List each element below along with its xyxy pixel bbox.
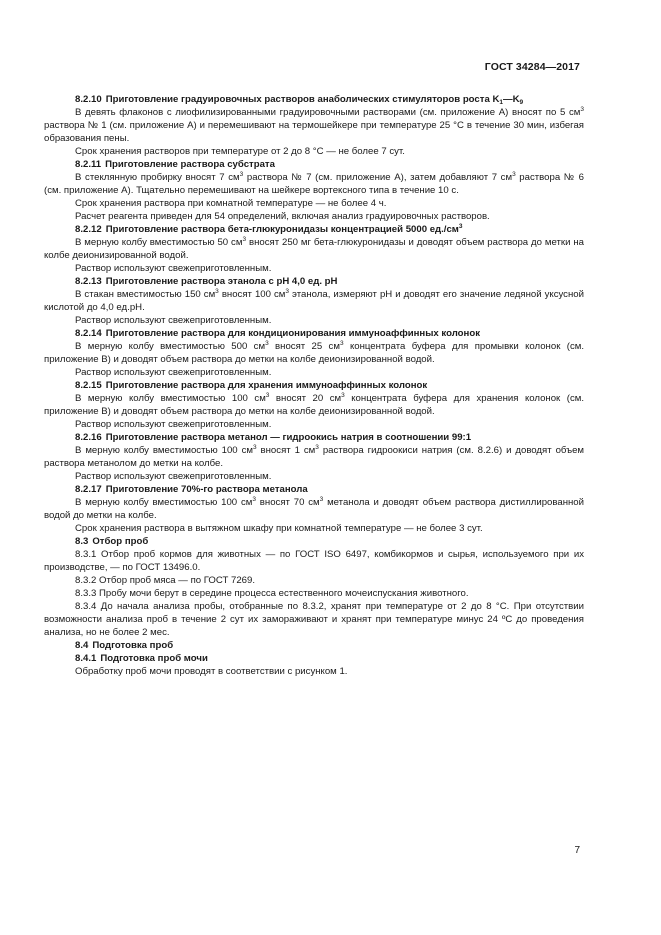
paragraph: 8.3.3 Пробу мочи берут в середине процесса естественного мочеиспускания животного. (75, 588, 469, 599)
paragraph: В мерную колбу вместимостью 100 $см^3$ вносят 70 $см^3$ метанола и доводят объем раствора дистиллированной водой до метки на колбе. (44, 496, 584, 521)
paragraph: Расчет реагента приведен для 54 определений, включая анализ градуировочных растворов. (75, 211, 490, 222)
paragraph: В девять флаконов с лиофилизированными градуировочными растворами (см. приложение А) вносят по 5 $см^3$ раствора № 1 (см. приложение А) и перемешивают на термошейкере при температуре 25 °С в течение 30 мин, избегая образования пены. (44, 106, 584, 144)
document-header: ГОСТ 34284—2017 (484, 61, 580, 73)
page-number: 7 (574, 845, 580, 856)
paragraph: Раствор используют свежеприготовленным. (75, 315, 272, 326)
paragraph: В мерную колбу вместимостью 100 $см^3$ вносят 20 $см^3$ концентрата буфера для хранения колонок (см. приложение В) и доводят объем раствора до метки на колбе деионизированной водой. (44, 392, 585, 417)
paragraph: Срок хранения раствора в вытяжном шкафу при комнатной температуре — не более 3 сут. (75, 523, 483, 534)
section-heading-8-2-10: 8.2.10 Приготовление градуировочных растворов анаболических стимуляторов роста $K_1—K_9$ (75, 94, 524, 106)
section-heading-8-2-16: 8.2.16 Приготовление раствора метанол — гидроокись натрия в соотношении 99:1 (75, 432, 472, 443)
section-heading-8-4-1: 8.4.1 Подготовка проб мочи (75, 653, 208, 664)
paragraph: В мерную колбу вместимостью 50 $см^3$ вносят 250 мг бета-глюкуронидазы и доводят объем раствора до метки на колбе деионизированной водой. (44, 236, 584, 261)
paragraph: Обработку проб мочи проводят в соответствии с рисунком 1. (75, 666, 348, 677)
paragraph: Раствор используют свежеприготовленным. (75, 367, 272, 378)
section-heading-8-2-14: 8.2.14 Приготовление раствора для кондиционирования иммуноаффинных колонок (75, 328, 480, 339)
document-body (44, 93, 584, 678)
paragraph: Раствор используют свежеприготовленным. (75, 419, 272, 430)
paragraph: В мерную колбу вместимостью 100 $см^3$ вносят 1 $см^3$ раствора гидроокиси натрия (см. 8.2.6) и доводят объем раствора метанолом до метки на колбе. (44, 444, 585, 469)
section-heading-8-2-13: 8.2.13 Приготовление раствора этанола с рН 4,0 ед. рН (75, 276, 338, 287)
paragraph: 8.3.1 Отбор проб кормов для животных — по ГОСТ ISO 6497, комбикормов и сырья, используемого при их производстве, — по ГОСТ 13496.0. (44, 549, 584, 573)
paragraph: В мерную колбу вместимостью 500 $см^3$ вносят 25 $см^3$ концентрата буфера для промывки колонок (см. приложение В) и доводят объем раствора до метки на колбе деионизированной водой. (44, 340, 585, 365)
paragraph: Раствор используют свежеприготовленным. (75, 471, 272, 482)
section-heading-8-2-17: 8.2.17 Приготовление 70%-го раствора метанола (75, 484, 308, 495)
section-heading-8-4: 8.4 Подготовка проб (75, 640, 174, 651)
paragraph: Срок хранения раствора при комнатной температуре — не более 4 ч. (75, 198, 387, 209)
paragraph: В стеклянную пробирку вносят 7 $см^3$ раствора № 7 (см. приложение А), затем добавляют 7 $см^3$ раствора № 6 (см. приложение А). Тщательно перемешивают на шейкере вортексного типа в течение 10 с. (44, 171, 584, 196)
section-heading-8-3: 8.3 Отбор проб (75, 536, 149, 547)
paragraph: 8.3.4 До начала анализа пробы, отобранные по 8.3.2, хранят при температуре от 2 до 8 °С. При отсутствии возможности анализа проб в течение 2 сут их замораживают и хранят при температуре минус 24 ºС до проведения анализа, но не более 2 мес. (44, 601, 584, 638)
section-heading-8-2-12: 8.2.12 Приготовление раствора бета-глюкуронидазы концентрацией 5000 $ед./см^3$ (75, 223, 463, 235)
paragraph: В стакан вместимостью 150 $см^3$ вносят 100 $см^3$ этанола, измеряют рН и доводят его значение ледяной уксусной кислотой до 4,0 ед.рН. (44, 288, 584, 313)
section-heading-8-2-15: 8.2.15 Приготовление раствора для хранения иммуноаффинных колонок (75, 380, 428, 391)
paragraph: 8.3.2 Отбор проб мяса — по ГОСТ 7269. (75, 575, 256, 586)
paragraph: Раствор используют свежеприготовленным. (75, 263, 272, 274)
section-heading-8-2-11: 8.2.11 Приготовление раствора субстрата (75, 159, 275, 170)
paragraph: Срок хранения растворов при температуре от 2 до 8 °С — не более 7 сут. (75, 146, 405, 157)
